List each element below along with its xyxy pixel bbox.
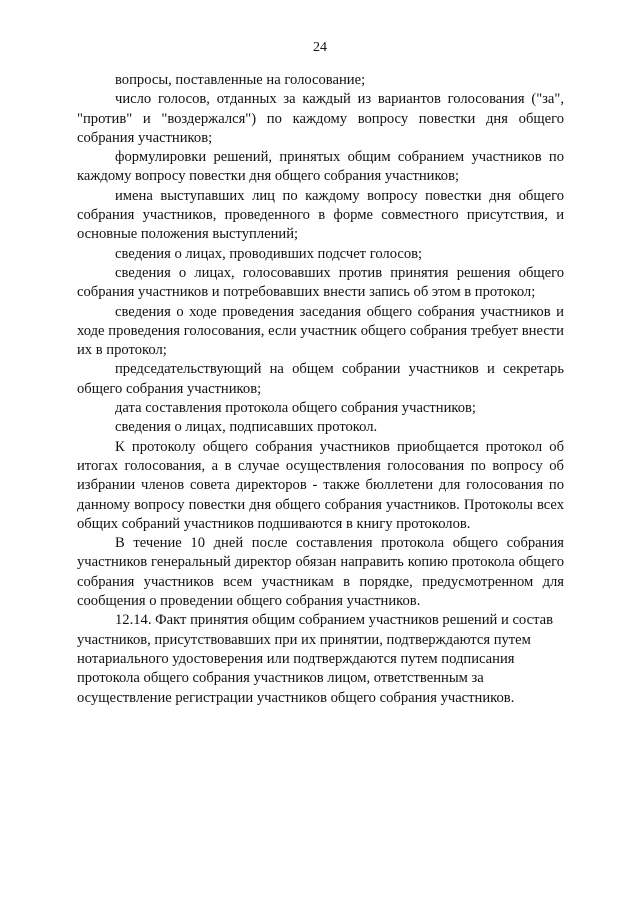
document-body	[77, 71, 564, 708]
paragraph-decision-wording: формулировки решений, принятых общим собранием участников по каждому вопросу повестки дня общего собрания участников;	[77, 149, 564, 185]
paragraph-questions-for-vote: вопросы, поставленные на голосование;	[115, 72, 366, 88]
paragraph-signatories: сведения о лицах, подписавших протокол.	[115, 419, 378, 436]
paragraph-protocol-date: дата составления протокола общего собрания участников;	[115, 400, 476, 417]
paragraph-against-voters: сведения о лицах, голосовавших против принятия решения общего собрания участников и потребовавших внести запись об этом в протокол;	[77, 264, 564, 301]
paragraph-vote-counters: сведения о лицах, проводивших подсчет голосов;	[115, 245, 423, 262]
paragraph-vote-counts: число голосов, отданных за каждый из вариантов голосования ("за", "против" и "воздержался") по каждому вопросу повестки дня общего собрания участников;	[77, 91, 564, 146]
page-number: 24	[313, 40, 327, 55]
paragraph-voting-results-attachment: К протоколу общего собрания участников приобщается протокол об итогах голосования, а в случае осуществления голосования по вопросу об избрании членов совета директоров - также бюллетени для голосования по данному вопросу повестки дня общего собрания участников. Протоколы всех общих собраний участников подшиваются в книгу протоколов.	[77, 438, 564, 532]
paragraph-protocol-distribution: В течение 10 дней после составления протокола общего собрания участников генеральный директор обязан направить копию протокола общего собрания участников всем участникам в порядке, предусмотренном для сообщения о проведении общего собрания участников.	[77, 535, 564, 610]
paragraph-meeting-progress: сведения о ходе проведения заседания общего собрания участников и ходе проведения голосования, если участник общего собрания требует внести их в протокол;	[77, 303, 564, 359]
paragraph-speakers: имена выступавших лиц по каждому вопросу повестки дня общего собрания участников, проведенного в форме совместного присутствия, и основные положения выступлений;	[77, 187, 564, 243]
paragraph-clause-12-14: 12.14. Факт принятия общим собранием участников решений и состав участников, присутствовавших при их принятии, подтверждаются путем нотариального удостоверения или подтверждаются путем подписания протокола общего собрания участников лицом, ответственным за осуществление регистрации участников общего собрания участников.	[77, 612, 553, 706]
paragraph-chair-secretary: председательствующий на общем собрании участников и секретарь общего собрания участников;	[77, 361, 564, 397]
